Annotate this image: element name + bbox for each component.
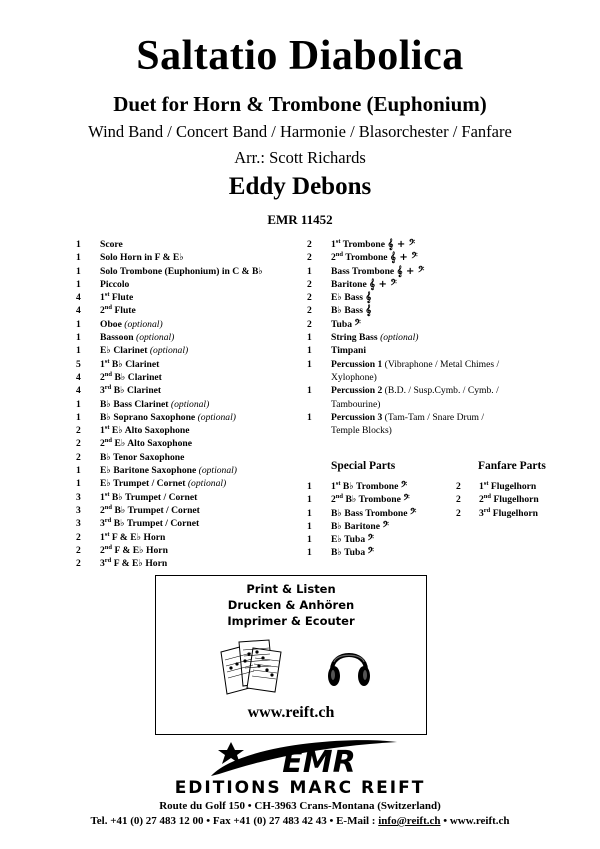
part-label: Flugelhorn	[490, 481, 537, 492]
part-label: B♭ Trumpet / Cornet	[113, 518, 200, 530]
part-quantity: 3	[76, 491, 81, 503]
part-quantity: 1	[76, 239, 81, 250]
contact-web[interactable]: • www.reift.ch	[440, 815, 510, 827]
contact-phone-fax: Tel. +41 (0) 27 483 12 00 • Fax +41 (0) 27 483 42 43 • E-Mail :	[90, 815, 379, 827]
part-name	[100, 331, 174, 344]
part-quantity: 1	[307, 358, 312, 370]
part-label: E♭ Trumpet / Cornet	[100, 478, 186, 490]
part-name	[100, 251, 184, 264]
part-quantity: 1	[76, 345, 81, 357]
part-name	[100, 278, 129, 291]
part-name	[331, 331, 418, 344]
part-name: 2nd Flute	[100, 304, 136, 317]
part-label: B♭ Tuba	[331, 547, 366, 559]
band-types: Wind Band / Concert Band / Harmonie / Blasorchester / Fanfare	[88, 122, 512, 141]
part-quantity: 1	[76, 278, 81, 290]
fanfare-parts-heading: Fanfare Parts	[478, 460, 546, 472]
print-listen-en: Print & Listen	[246, 582, 336, 596]
part-name: 1st B♭ Trombone 𝄢	[331, 480, 408, 492]
part-label: Percussion 1	[331, 358, 383, 370]
part-name: 2nd Flugelhorn	[479, 493, 539, 506]
part-name	[331, 304, 371, 317]
part-row	[307, 304, 372, 317]
part-quantity: 1	[76, 318, 81, 330]
part-name	[331, 546, 374, 559]
part-row	[307, 238, 416, 251]
part-quantity: 2	[76, 558, 81, 570]
clef-icon: 𝄞	[365, 292, 372, 304]
part-quantity: 2	[76, 451, 81, 463]
part-quantity: 2	[456, 481, 461, 492]
part-label: Timpani	[331, 345, 367, 357]
part-row	[307, 344, 368, 357]
part-label: B♭ Trumpet / Cornet	[111, 491, 198, 503]
subtitle: Duet for Horn & Trombone (Euphonium)	[113, 92, 487, 116]
part-quantity: 1	[307, 507, 312, 519]
publisher-address: Route du Golf 150 • CH-3963 Crans-Montana (Switzerland)	[159, 800, 441, 812]
part-name: 2nd B♭ Trumpet / Cornet	[100, 503, 200, 516]
part-label: F & E♭ Horn	[111, 531, 166, 543]
emr-logo-text: EMR	[282, 745, 356, 780]
part-row	[307, 278, 397, 291]
part-label: Tuba	[331, 318, 352, 330]
part-quantity: 1	[76, 265, 81, 277]
part-name: 1st Flugelhorn	[479, 480, 537, 492]
part-name: 1st B♭ Trumpet / Cornet	[100, 490, 198, 503]
part-label: Flugelhorn	[492, 507, 539, 519]
part-label: E♭ Bass	[331, 292, 363, 304]
part-name	[331, 411, 484, 424]
part-name	[100, 464, 237, 477]
part-label: B♭ Soprano Saxophone	[100, 411, 196, 423]
clef-icon: 𝄞	[365, 305, 372, 317]
part-detail: (B.D. / Susp.Cymb. / Cymb. /	[384, 385, 499, 397]
part-row	[307, 318, 368, 331]
part-label: B♭ Clarinet	[111, 358, 160, 370]
part-quantity: 4	[76, 385, 81, 397]
publisher-contact	[0, 815, 600, 827]
catalog-number: EMR 11452	[267, 212, 333, 227]
part-label: F & E♭ Horn	[113, 558, 168, 570]
part-name	[331, 291, 371, 304]
website-link[interactable]: www.reift.ch	[247, 704, 335, 721]
optional-note: (optional)	[124, 318, 163, 330]
part-name	[331, 265, 424, 278]
print-listen-fr: Imprimer & Ecouter	[227, 614, 355, 628]
part-label: Baritone	[331, 278, 367, 290]
clef-icon: 𝄞 + 𝄢	[389, 252, 418, 264]
part-label: E♭ Baritone Saxophone	[100, 465, 197, 477]
part-name	[331, 507, 416, 520]
part-label: String Bass	[331, 332, 378, 344]
part-quantity: 1	[307, 547, 312, 559]
part-name: 3rd F & E♭ Horn	[100, 557, 168, 570]
part-quantity: 2	[307, 292, 312, 304]
part-quantity: 1	[307, 265, 312, 277]
part-name: 2nd Trombone 𝄞 + 𝄢	[331, 251, 418, 264]
part-quantity: 2	[76, 531, 81, 543]
part-detail: (Tam-Tam / Snare Drum /	[384, 411, 485, 423]
part-name	[331, 344, 366, 357]
part-name	[331, 318, 361, 331]
clef-icon: 𝄢	[400, 481, 408, 492]
part-name	[100, 398, 209, 411]
part-name: 3rd B♭ Clarinet	[100, 384, 162, 397]
part-label: Solo Horn in F & E♭	[100, 252, 184, 264]
part-label: E♭ Alto Saxophone	[111, 425, 190, 437]
optional-note: (optional)	[187, 478, 227, 490]
part-name: 2nd B♭ Trombone 𝄢	[331, 493, 410, 506]
part-name	[331, 520, 389, 533]
part-row	[307, 384, 499, 397]
part-name: 2nd E♭ Alto Saxophone	[100, 437, 193, 450]
sheet-music-icon	[217, 638, 287, 696]
part-label: B♭ Trumpet / Cornet	[114, 504, 200, 516]
part-quantity: 1	[76, 398, 81, 410]
part-row	[307, 291, 372, 304]
part-quantity: 1	[307, 481, 312, 492]
part-name: 2nd B♭ Clarinet	[100, 370, 162, 383]
part-label: Flugelhorn	[493, 494, 539, 506]
part-quantity: 2	[307, 239, 312, 250]
part-label: E♭ Tuba	[331, 534, 366, 546]
part-label: B♭ Trombone	[342, 481, 399, 492]
part-label: E♭ Alto Saxophone	[114, 438, 193, 450]
part-label: B♭ Bass Trombone	[331, 507, 408, 519]
part-quantity: 1	[307, 385, 312, 397]
part-row	[307, 331, 419, 344]
part-label: Solo Trombone (Euphonium) in C & B♭	[100, 265, 263, 277]
arranger: Arr.: Scott Richards	[234, 148, 366, 167]
part-quantity: 1	[76, 411, 81, 423]
clef-icon: 𝄢	[367, 534, 374, 546]
part-label: E♭ Clarinet	[100, 345, 148, 357]
part-quantity: 4	[76, 292, 81, 304]
part-label: B♭ Tenor Saxophone	[100, 451, 185, 463]
page-title: Saltatio Diabolica	[136, 33, 464, 79]
part-name: 1st E♭ Alto Saxophone	[100, 424, 190, 437]
part-quantity: 1	[76, 465, 81, 477]
parts-list-right	[307, 238, 500, 437]
part-quantity: 1	[307, 332, 312, 344]
optional-note: (optional)	[149, 345, 189, 357]
part-label: B♭ Bass	[331, 305, 363, 317]
part-label: Bassoon	[100, 332, 134, 344]
clef-icon: 𝄢	[409, 507, 417, 519]
part-name: 1st F & E♭ Horn	[100, 530, 166, 543]
part-name	[331, 358, 499, 371]
part-detail-continued: Xylophone)	[331, 371, 377, 383]
part-quantity: 2	[76, 425, 81, 437]
composer: Eddy Debons	[228, 173, 372, 200]
part-name	[331, 278, 397, 291]
part-label: Flute	[111, 292, 134, 304]
part-name	[100, 451, 184, 464]
part-detail-continued: Temple Blocks)	[331, 425, 392, 437]
part-name: 1st B♭ Clarinet	[100, 357, 160, 370]
part-label: B♭ Bass Clarinet	[100, 398, 169, 410]
part-name	[100, 411, 236, 424]
clef-icon: 𝄢	[403, 494, 410, 506]
part-quantity: 2	[456, 507, 461, 519]
part-quantity: 1	[76, 478, 81, 490]
part-name	[100, 344, 188, 357]
optional-note: (optional)	[380, 332, 419, 344]
print-listen-de: Drucken & Anhören	[227, 598, 355, 612]
part-quantity: 1	[307, 345, 312, 357]
part-quantity: 4	[76, 371, 81, 383]
part-label: Oboe	[100, 318, 122, 330]
part-quantity: 1	[307, 494, 312, 506]
part-quantity: 3	[76, 504, 81, 516]
part-quantity: 1	[307, 411, 312, 423]
part-quantity: 1	[76, 252, 81, 264]
special-parts-heading: Special Parts	[331, 460, 396, 472]
part-quantity: 2	[456, 494, 461, 506]
part-name	[331, 384, 499, 397]
headphones-icon	[326, 642, 372, 690]
emr-logo	[201, 736, 401, 780]
part-quantity: 4	[76, 305, 81, 317]
part-name: 3rd B♭ Trumpet / Cornet	[100, 517, 200, 530]
part-name	[100, 265, 263, 278]
part-label: Score	[100, 239, 123, 250]
part-quantity: 2	[307, 252, 312, 264]
print-listen-box	[155, 575, 427, 735]
clef-icon: 𝄢	[367, 547, 374, 559]
part-detail-continued: Tambourine)	[331, 398, 381, 410]
part-quantity: 1	[307, 520, 312, 532]
part-detail: (Vibraphone / Metal Chimes /	[384, 358, 500, 370]
part-quantity: 1	[76, 332, 81, 344]
clef-icon: 𝄞 + 𝄢	[369, 278, 397, 290]
part-name: 3rd Flugelhorn	[479, 506, 539, 519]
clef-icon: 𝄞 + 𝄢	[396, 265, 425, 277]
part-quantity: 3	[76, 518, 81, 530]
part-label: Flute	[114, 305, 136, 317]
part-label: F & E♭ Horn	[114, 544, 168, 556]
part-label: Bass Trombone	[331, 265, 395, 277]
part-name	[100, 318, 163, 331]
part-quantity: 2	[76, 438, 81, 450]
part-label: B♭ Baritone	[331, 520, 381, 532]
part-row	[307, 358, 500, 371]
part-name	[100, 238, 123, 251]
part-quantity: 2	[307, 278, 312, 290]
part-name: 1st Flute	[100, 291, 134, 304]
part-quantity: 2	[76, 544, 81, 556]
part-label: Trombone	[342, 239, 386, 250]
part-name: 2nd F & E♭ Horn	[100, 543, 168, 556]
part-row	[307, 265, 425, 278]
part-label: Percussion 2	[331, 385, 383, 397]
part-row	[307, 251, 418, 264]
part-label: B♭ Clarinet	[114, 371, 162, 383]
part-label: Piccolo	[100, 278, 130, 290]
clef-icon: 𝄞 + 𝄢	[387, 239, 416, 250]
part-quantity: 5	[76, 358, 81, 370]
part-row	[307, 411, 485, 424]
part-name	[331, 533, 374, 546]
clef-icon: 𝄢	[354, 318, 361, 330]
part-name: 1st Trombone 𝄞 + 𝄢	[331, 238, 416, 250]
clef-icon: 𝄢	[382, 520, 389, 532]
optional-note: (optional)	[136, 332, 175, 344]
optional-note: (optional)	[197, 411, 236, 423]
part-quantity: 2	[307, 318, 312, 330]
part-label: Percussion 3	[331, 411, 383, 423]
part-name	[100, 477, 226, 490]
optional-note: (optional)	[170, 398, 210, 410]
part-label: B♭ Trombone	[345, 494, 401, 506]
part-quantity: 1	[307, 534, 312, 546]
optional-note: (optional)	[198, 465, 237, 477]
part-label: Trombone	[345, 252, 388, 264]
part-quantity: 2	[307, 305, 312, 317]
part-label: B♭ Clarinet	[113, 385, 162, 397]
email-link[interactable]: info@reift.ch	[378, 815, 441, 827]
publisher-name: EDITIONS MARC REIFT	[174, 778, 426, 798]
